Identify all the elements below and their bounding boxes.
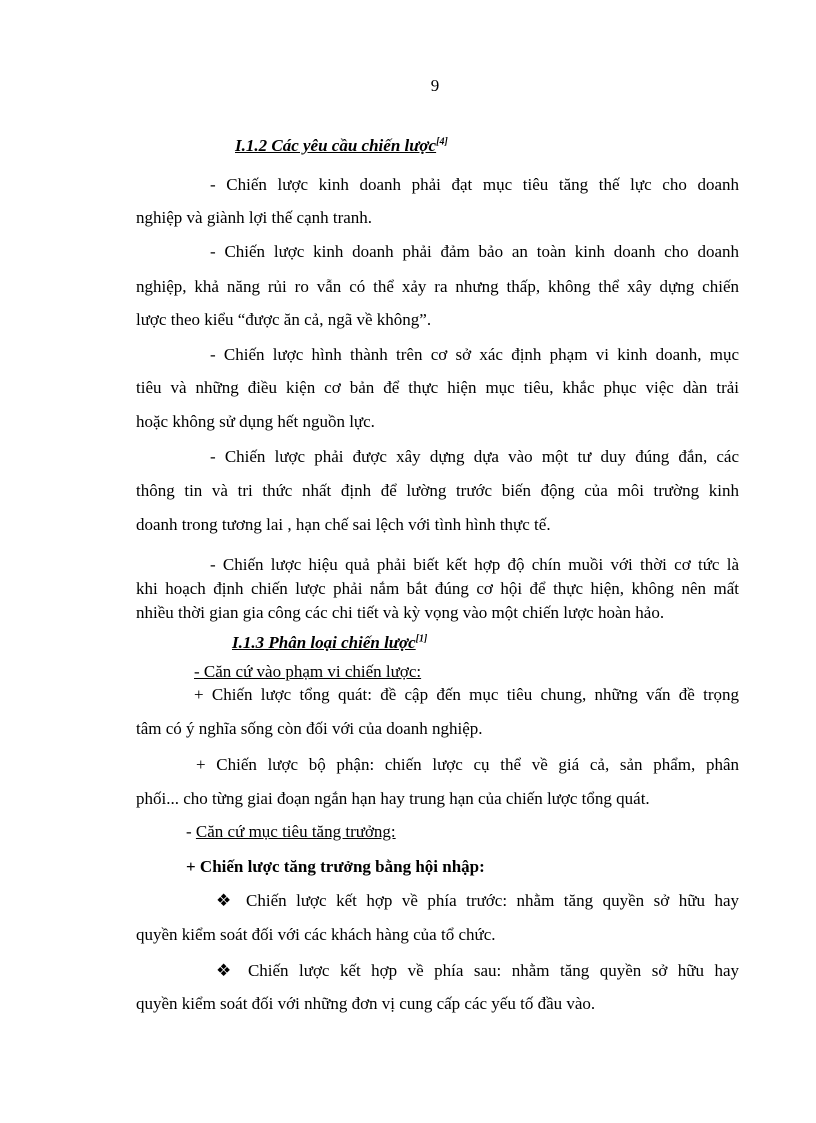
paragraph-line: + Chiến lược tổng quát: đề cập đến mục tiêu chung, những vấn đề trọng bbox=[194, 685, 739, 704]
paragraph-line: lược theo kiểu “được ăn cả, ngã về không”. bbox=[136, 310, 432, 329]
heading-text: I.1.3 Phân loại chiến lược bbox=[232, 633, 416, 652]
diamond-bullet-icon: ❖ bbox=[216, 961, 238, 980]
paragraph-line: khi hoạch định chiến lược phải nắm bắt đúng cơ hội để thực hiện, không nên mất bbox=[136, 579, 739, 598]
subheading-scope: - Căn cứ vào phạm vi chiến lược: bbox=[194, 662, 422, 681]
paragraph-line: - Chiến lược kinh doanh phải đạt mục tiêu tăng thế lực cho doanh bbox=[210, 175, 739, 194]
paragraph-line: - Chiến lược phải được xây dựng dựa vào một tư duy đúng đắn, các bbox=[210, 447, 739, 466]
paragraph-line: - Chiến lược kinh doanh phải đảm bảo an toàn kinh doanh cho doanh bbox=[210, 242, 739, 261]
paragraph-line: thông tin và tri thức nhất định để lường trước biến động của môi trường kinh bbox=[136, 481, 739, 500]
diamond-bullet-icon: ❖ bbox=[216, 891, 237, 910]
paragraph-line: - Chiến lược hiệu quả phải biết kết hợp độ chín muồi với thời cơ tức là bbox=[210, 555, 739, 574]
bullet-line bbox=[216, 890, 739, 912]
paragraph-line: quyền kiểm soát đối với những đơn vị cung cấp các yếu tố đầu vào. bbox=[136, 994, 596, 1013]
paragraph-line: + Chiến lược bộ phận: chiến lược cụ thể về giá cả, sản phẩm, phân bbox=[196, 755, 739, 774]
paragraph-line: tâm có ý nghĩa sống còn đối với của doanh nghiệp. bbox=[136, 719, 483, 738]
reference-marker: [1] bbox=[415, 633, 428, 645]
paragraph-line: tiêu và những điều kiện cơ bản để thực hiện mục tiêu, khắc phục việc dàn trải bbox=[136, 378, 739, 397]
subheading-integration: + Chiến lược tăng trưởng bằng hội nhập: bbox=[186, 857, 485, 876]
growth-prefix: - bbox=[186, 822, 196, 841]
paragraph-line: doanh trong tương lai , hạn chế sai lệch với tình hình thực tế. bbox=[136, 515, 551, 534]
paragraph-line: quyền kiểm soát đối với các khách hàng của tổ chức. bbox=[136, 925, 496, 944]
paragraph-line: nhiều thời gian gia công các chi tiết và kỳ vọng vào một chiến lược hoàn hảo. bbox=[136, 603, 665, 622]
page-number: 9 bbox=[430, 76, 440, 95]
paragraph-line: nghiệp và giành lợi thế cạnh tranh. bbox=[136, 208, 373, 227]
growth-label: Căn cứ mục tiêu tăng trưởng: bbox=[195, 822, 396, 841]
subheading-growth bbox=[186, 821, 396, 843]
bullet-line bbox=[216, 960, 739, 982]
bullet-text: Chiến lược kết hợp về phía trước: nhằm tăng quyền sở hữu hay bbox=[246, 891, 739, 910]
paragraph-line: hoặc không sử dụng hết nguồn lực. bbox=[136, 412, 375, 431]
bullet-text: Chiến lược kết hợp về phía sau: nhằm tăng quyền sở hữu hay bbox=[247, 961, 740, 980]
paragraph-line: phối... cho từng giai đoạn ngắn hạn hay trung hạn của chiến lược tổng quát. bbox=[136, 789, 650, 808]
reference-marker: [4] bbox=[436, 136, 448, 148]
section-heading-classification bbox=[232, 632, 427, 654]
section-heading-requirements bbox=[235, 135, 448, 157]
heading-text: I.1.2 Các yêu cầu chiến lược bbox=[235, 136, 437, 155]
paragraph-line: - Chiến lược hình thành trên cơ sở xác định phạm vi kinh doanh, mục bbox=[210, 345, 739, 364]
paragraph-line: nghiệp, khả năng rủi ro vẫn có thể xảy ra nhưng thấp, không thể xây dựng chiến bbox=[136, 277, 739, 296]
